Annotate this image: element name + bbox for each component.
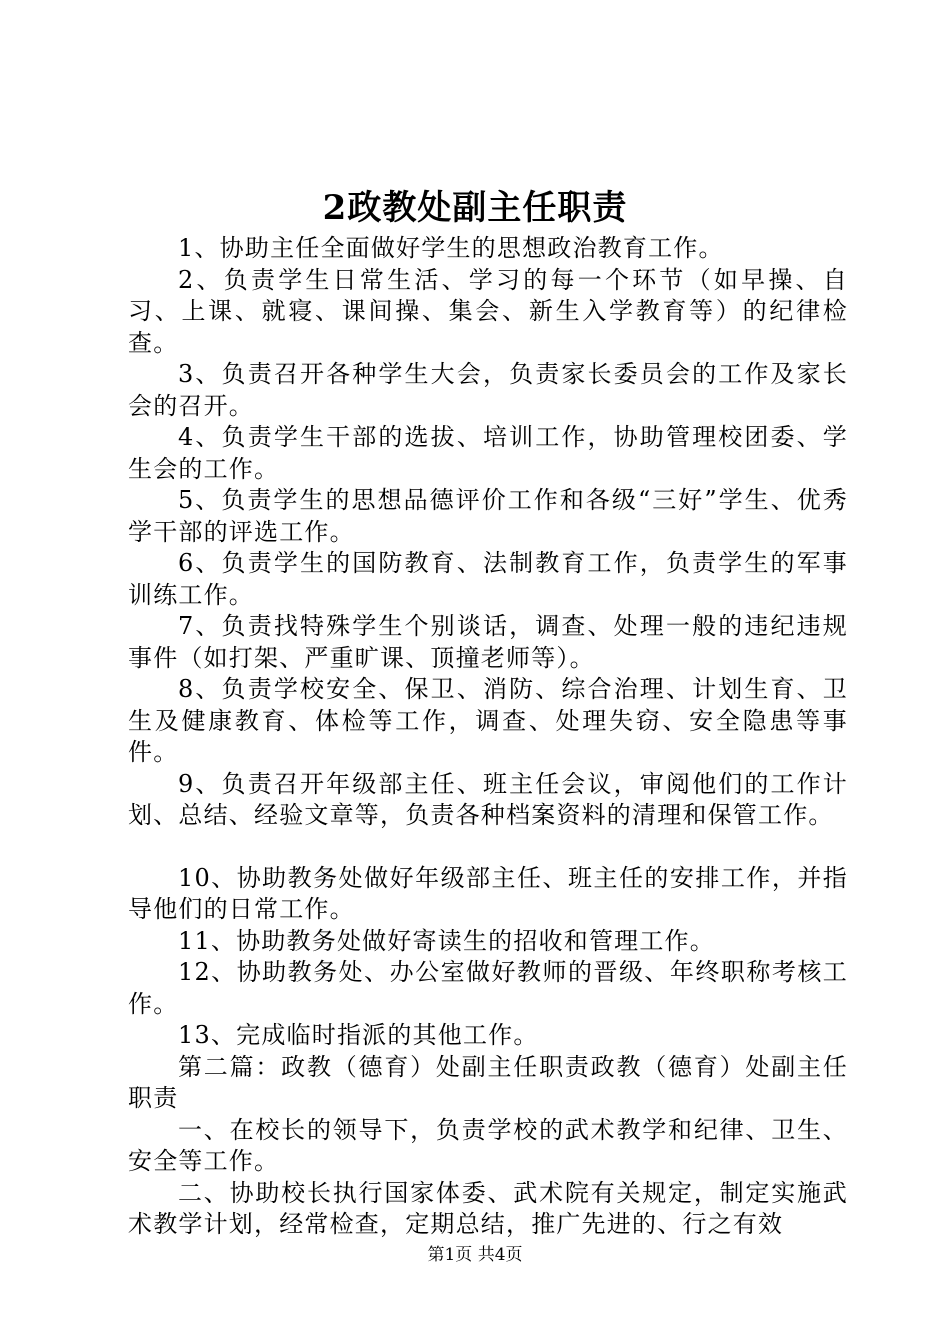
duty-item-11: 11、协助教务处做好寄读生的招收和管理工作。	[178, 926, 715, 955]
duty-item-13: 13、完成临时指派的其他工作。	[178, 1021, 539, 1049]
duty-item-2: 2、负责学生日常生活、学习的每一个环节（如早操、自习、上课、就寝、课间操、集会、新生入学教育等）的纪律检查。	[128, 265, 848, 357]
duty-item-3: 3、负责召开各种学生大会，负责家长委员会的工作及家长会的召开。	[128, 360, 848, 420]
duty-item-8: 8、负责学校安全、保卫、消防、综合治理、计划生育、卫生及健康教育、体检等工作，调查、处理失窃、安全隐患等事件。	[128, 675, 848, 766]
duty-item-4: 4、负责学生干部的选拔、培训工作，协助管理校团委、学生会的工作。	[128, 423, 848, 483]
duty-item-10: 10、协助教务处做好年级部主任、班主任的安排工作，并指导他们的日常工作。	[128, 863, 848, 923]
duty-item-1: 1、协助主任全面做好学生的思想政治教育工作。	[178, 234, 724, 262]
part-two-item-2: 二、协助校长执行国家体委、武术院有关规定，制定实施武术教学计划，经常检查，定期总结，推广先进的、行之有效	[128, 1178, 848, 1238]
section-heading-part-two: 第二篇：政教（德育）处副主任职责政教（德育）处副主任职责	[128, 1052, 848, 1112]
duty-item-12: 12、协助教务处、办公室做好教师的晋级、年终职称考核工作。	[128, 958, 848, 1018]
part-two-item-1: 一、在校长的领导下，负责学校的武术教学和纪律、卫生、安全等工作。	[128, 1115, 848, 1175]
duty-item-9: 9、负责召开年级部主任、班主任会议，审阅他们的工作计划、总结、经验文章等，负责各种档案资料的清理和保管工作。	[128, 769, 848, 829]
document-body	[128, 233, 848, 1241]
document-title: 2政教处副主任职责	[322, 188, 628, 228]
duty-item-6: 6、负责学生的国防教育、法制教育工作，负责学生的军事训练工作。	[128, 549, 848, 609]
page-footer: 第1页 共4页	[427, 1245, 523, 1265]
duty-item-7: 7、负责找特殊学生个别谈话，调查、处理一般的违纪违规事件（如打架、严重旷课、顶撞老师等）。	[128, 612, 848, 672]
duty-item-5: 5、负责学生的思想品德评价工作和各级“三好”学生、优秀学干部的评选工作。	[128, 486, 848, 546]
